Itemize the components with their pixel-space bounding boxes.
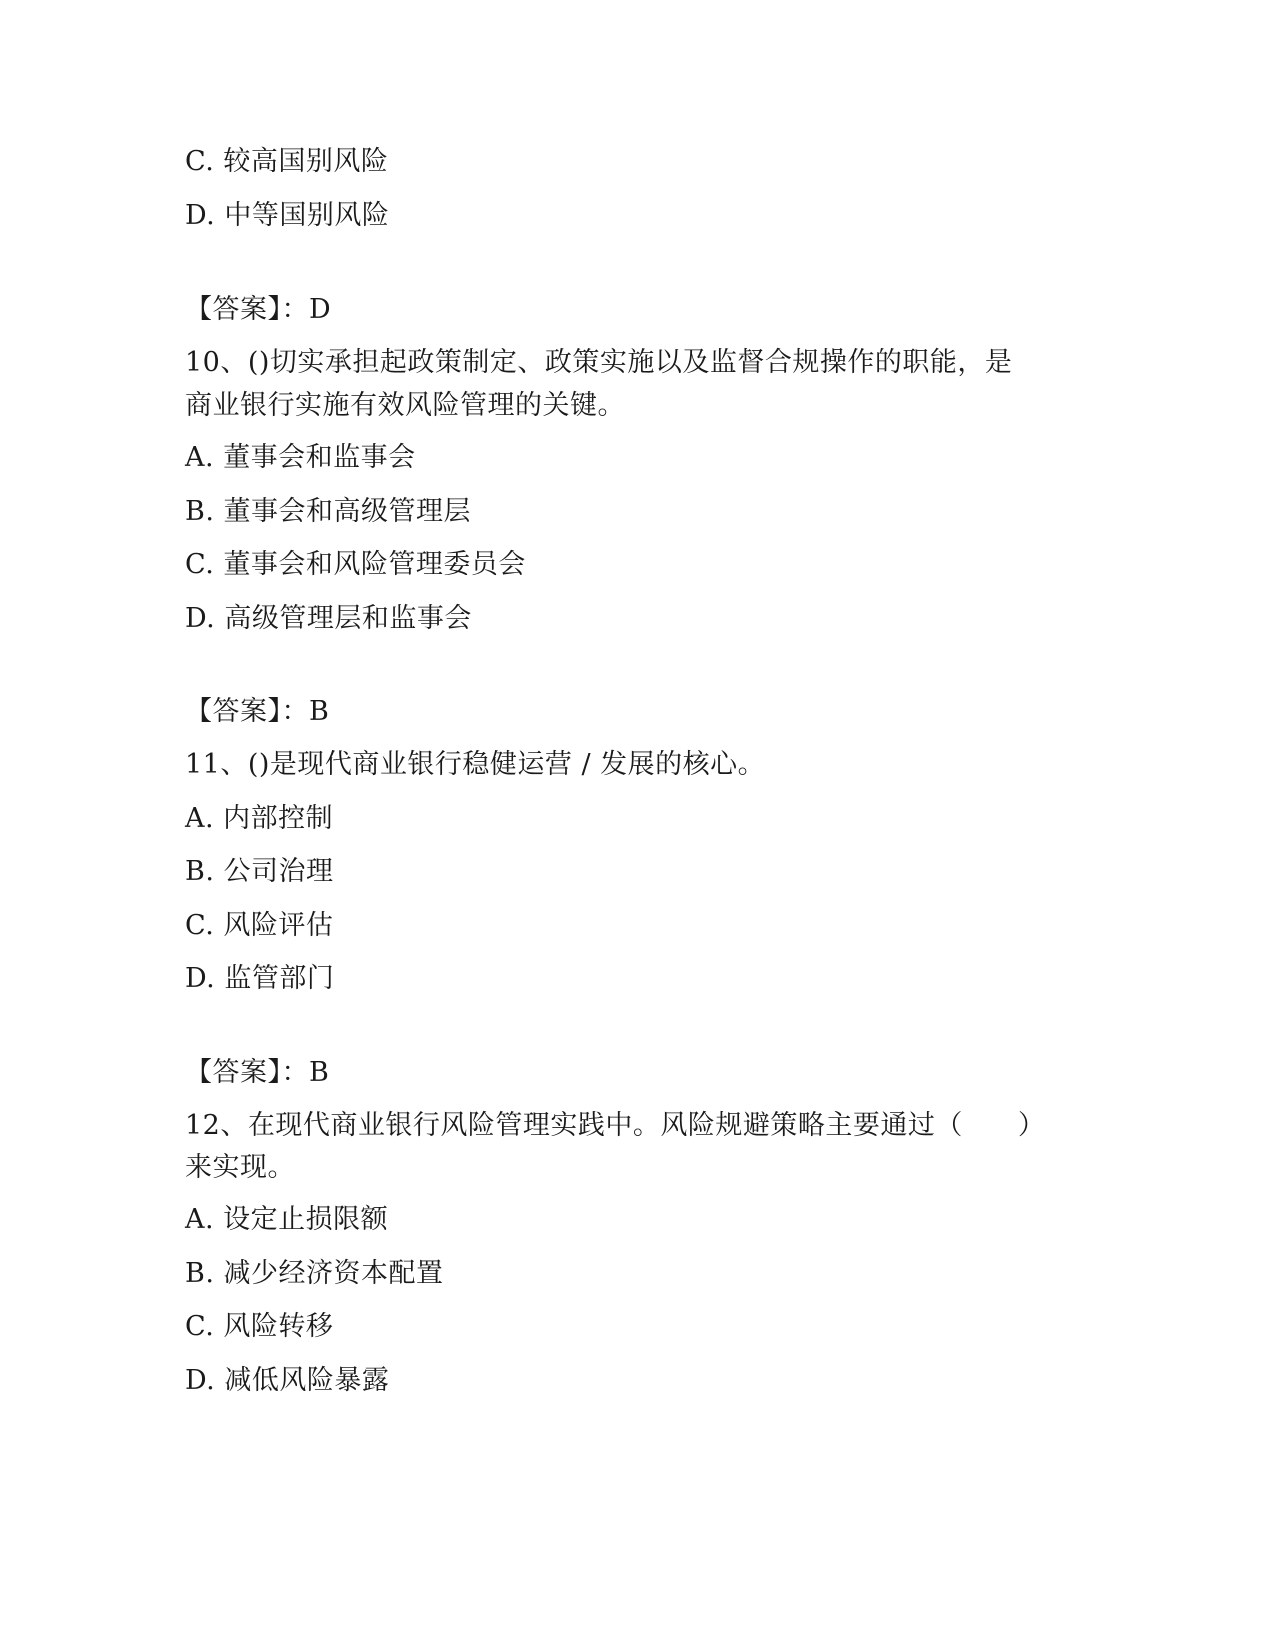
question-12-option-c: C. 风险转移 [185, 1311, 334, 1342]
question-11-answer: 【答案】：B [185, 1057, 330, 1088]
question-11-option-a: A. 内部控制 [185, 803, 334, 834]
question-11-stem: 11、()是现代商业银行稳健运营 / 发展的核心。 [185, 749, 766, 780]
question-10-option-a: A. 董事会和监事会 [185, 442, 416, 473]
question-12-stem-line2: 来实现。 [185, 1152, 295, 1183]
question-10-option-b: B. 董事会和高级管理层 [185, 496, 472, 527]
question-12-option-b: B. 减少经济资本配置 [185, 1258, 444, 1289]
option-d: D. 中等国别风险 [185, 200, 390, 231]
question-10-option-c: C. 董事会和风险管理委员会 [185, 549, 526, 580]
question-12-option-a: A. 设定止损限额 [185, 1204, 389, 1235]
question-12-option-d: D. 减低风险暴露 [185, 1365, 390, 1396]
question-11-option-d: D. 监管部门 [185, 963, 335, 994]
answer-line: 【答案】：D [185, 294, 332, 325]
question-11-option-c: C. 风险评估 [185, 910, 334, 941]
question-11-option-b: B. 公司治理 [185, 856, 334, 887]
question-10-answer: 【答案】：B [185, 696, 330, 727]
question-10-stem-line2: 商业银行实施有效风险管理的关键。 [185, 390, 625, 421]
question-10-stem-line1: 10、()切实承担起政策制定、政策实施以及监督合规操作的职能，是 [185, 347, 1013, 378]
question-10-option-d: D. 高级管理层和监事会 [185, 603, 472, 634]
option-c: C. 较高国别风险 [185, 146, 389, 177]
question-12-stem-line1: 12、在现代商业银行风险管理实践中。风险规避策略主要通过（ ） [185, 1110, 1046, 1141]
